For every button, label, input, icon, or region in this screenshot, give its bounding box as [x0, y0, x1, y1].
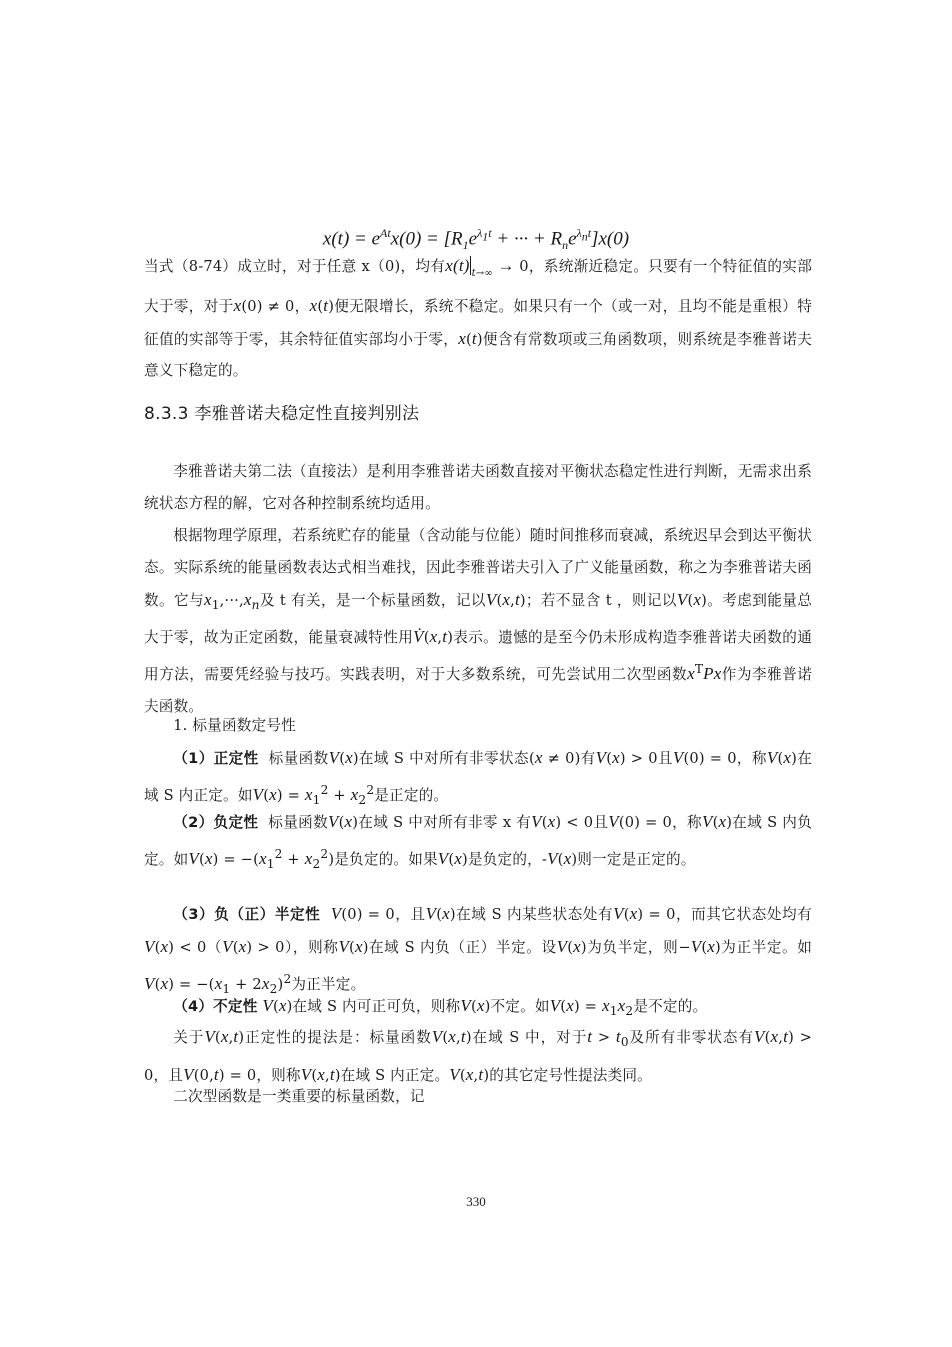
paragraph-lyapunov-function: 根据物理学原理，若系统贮存的能量（含动能与位能）随时间推移而衰减，系统迟早会到达平衡状态。实际系统的能量函数表达式相当难找，因此李雅普诺夫引入了广义能量函数，称之为李雅普诺夫函数。它与$x_1,\cdot\cdot\cdot,x_n$及 t 有关，是一个标量函数，记以V(x,t)；若不显含 t ，则记以V(x)。考虑到能量总大于零，故为正定函数，能量衰减特性用V̇(x,t)表示。遗憾的是至今仍未形成构造李雅普诺夫函数的通用方法，需要凭经验与技巧。实践表明，对于大多数系统，可先尝试用二次型函数$x^TPx$作为李雅普诺夫函数。 — [144, 527, 812, 715]
paragraph-asymptotic-stability: 当式（8-74）成立时，对于任意 x（0)，均有x(t) $_{t\to\infty}$ → 0，系统渐近稳定。只要有一个特征值的实部大于零，对于x(0) ≠ 0，x(t)便无限增长，系统不稳定。如果只有一个（或一对，且均不能是重根）特征值的实部等于零，其余特征值实部均小于零，x(t)便含有常数项或三角函数项，则系统是李雅普诺夫意义下稳定的。 — [144, 256, 812, 380]
paragraph-time-varying: 关于V(x,t)正定性的提法是：标量函数V(x,t)在域 S 中，对于$t > t_0$及所有非零状态有V(x,t) > 0，且V(0,t) = 0，则称V(x,t)在域 S 内正定。V(x,t)的其它定号性提法类同。 — [144, 1027, 813, 1084]
definition-indefinite: （4）不定性 V(x)在域 S 内可正可负，则称V(x)不定。如$V(x) = x_1x_2$是不定的。 — [173, 996, 708, 1018]
paragraph-second-method: 李雅普诺夫第二法（直接法）是利用李雅普诺夫函数直接对平衡状态稳定性进行判断，无需求出系统状态方程的解，它对各种控制系统均适用。 — [144, 463, 812, 512]
definition-positive-definite: （1）正定性 标量函数V(x)在域 S 中对所有非零状态(x ≠ 0)有V(x) > 0且V(0) = 0，称V(x)在域 S 内正定。如$V(x) = x_1^2 + x_2^2$是正定的。 — [144, 748, 813, 807]
definition-negative-definite: （2）负定性 标量函数V(x)在域 S 中对所有非零 x 有V(x) < 0且V(0) = 0，称V(x)在域 S 内负定。如$V(x) = -(x_1^2 + x_2^2)$是负定的。如果V(x)是负定的，-V(x)则一定是正定的。 — [144, 812, 812, 871]
item-title: 1. 标量函数定号性 — [173, 717, 296, 734]
state-solution-equation: $x(t) = e^{At}x(0) = [R_1e^{\lambda_1t}$ + ··· + $R_ne^{\lambda_nt}]x(0)$ — [322, 226, 630, 253]
section-heading: 8.3.3 李雅普诺夫稳定性直接判别法 — [144, 404, 420, 424]
page-number: 330 — [466, 1194, 486, 1209]
definition-semidefinite: （3）负（正）半定性 V(0) = 0，且V(x)在域 S 内某些状态处有V(x) = 0，而其它状态处均有V(x) < 0（V(x) > 0），则称V(x)在域 S 内负（正）半定。设V(x)为负半定，则−V(x)为正半定。如$V(x) = -(x_1 + 2x_2)^2$为正半定。 — [144, 904, 813, 996]
paragraph-quadratic-form: 二次型函数是一类重要的标量函数，记 — [173, 1088, 425, 1105]
